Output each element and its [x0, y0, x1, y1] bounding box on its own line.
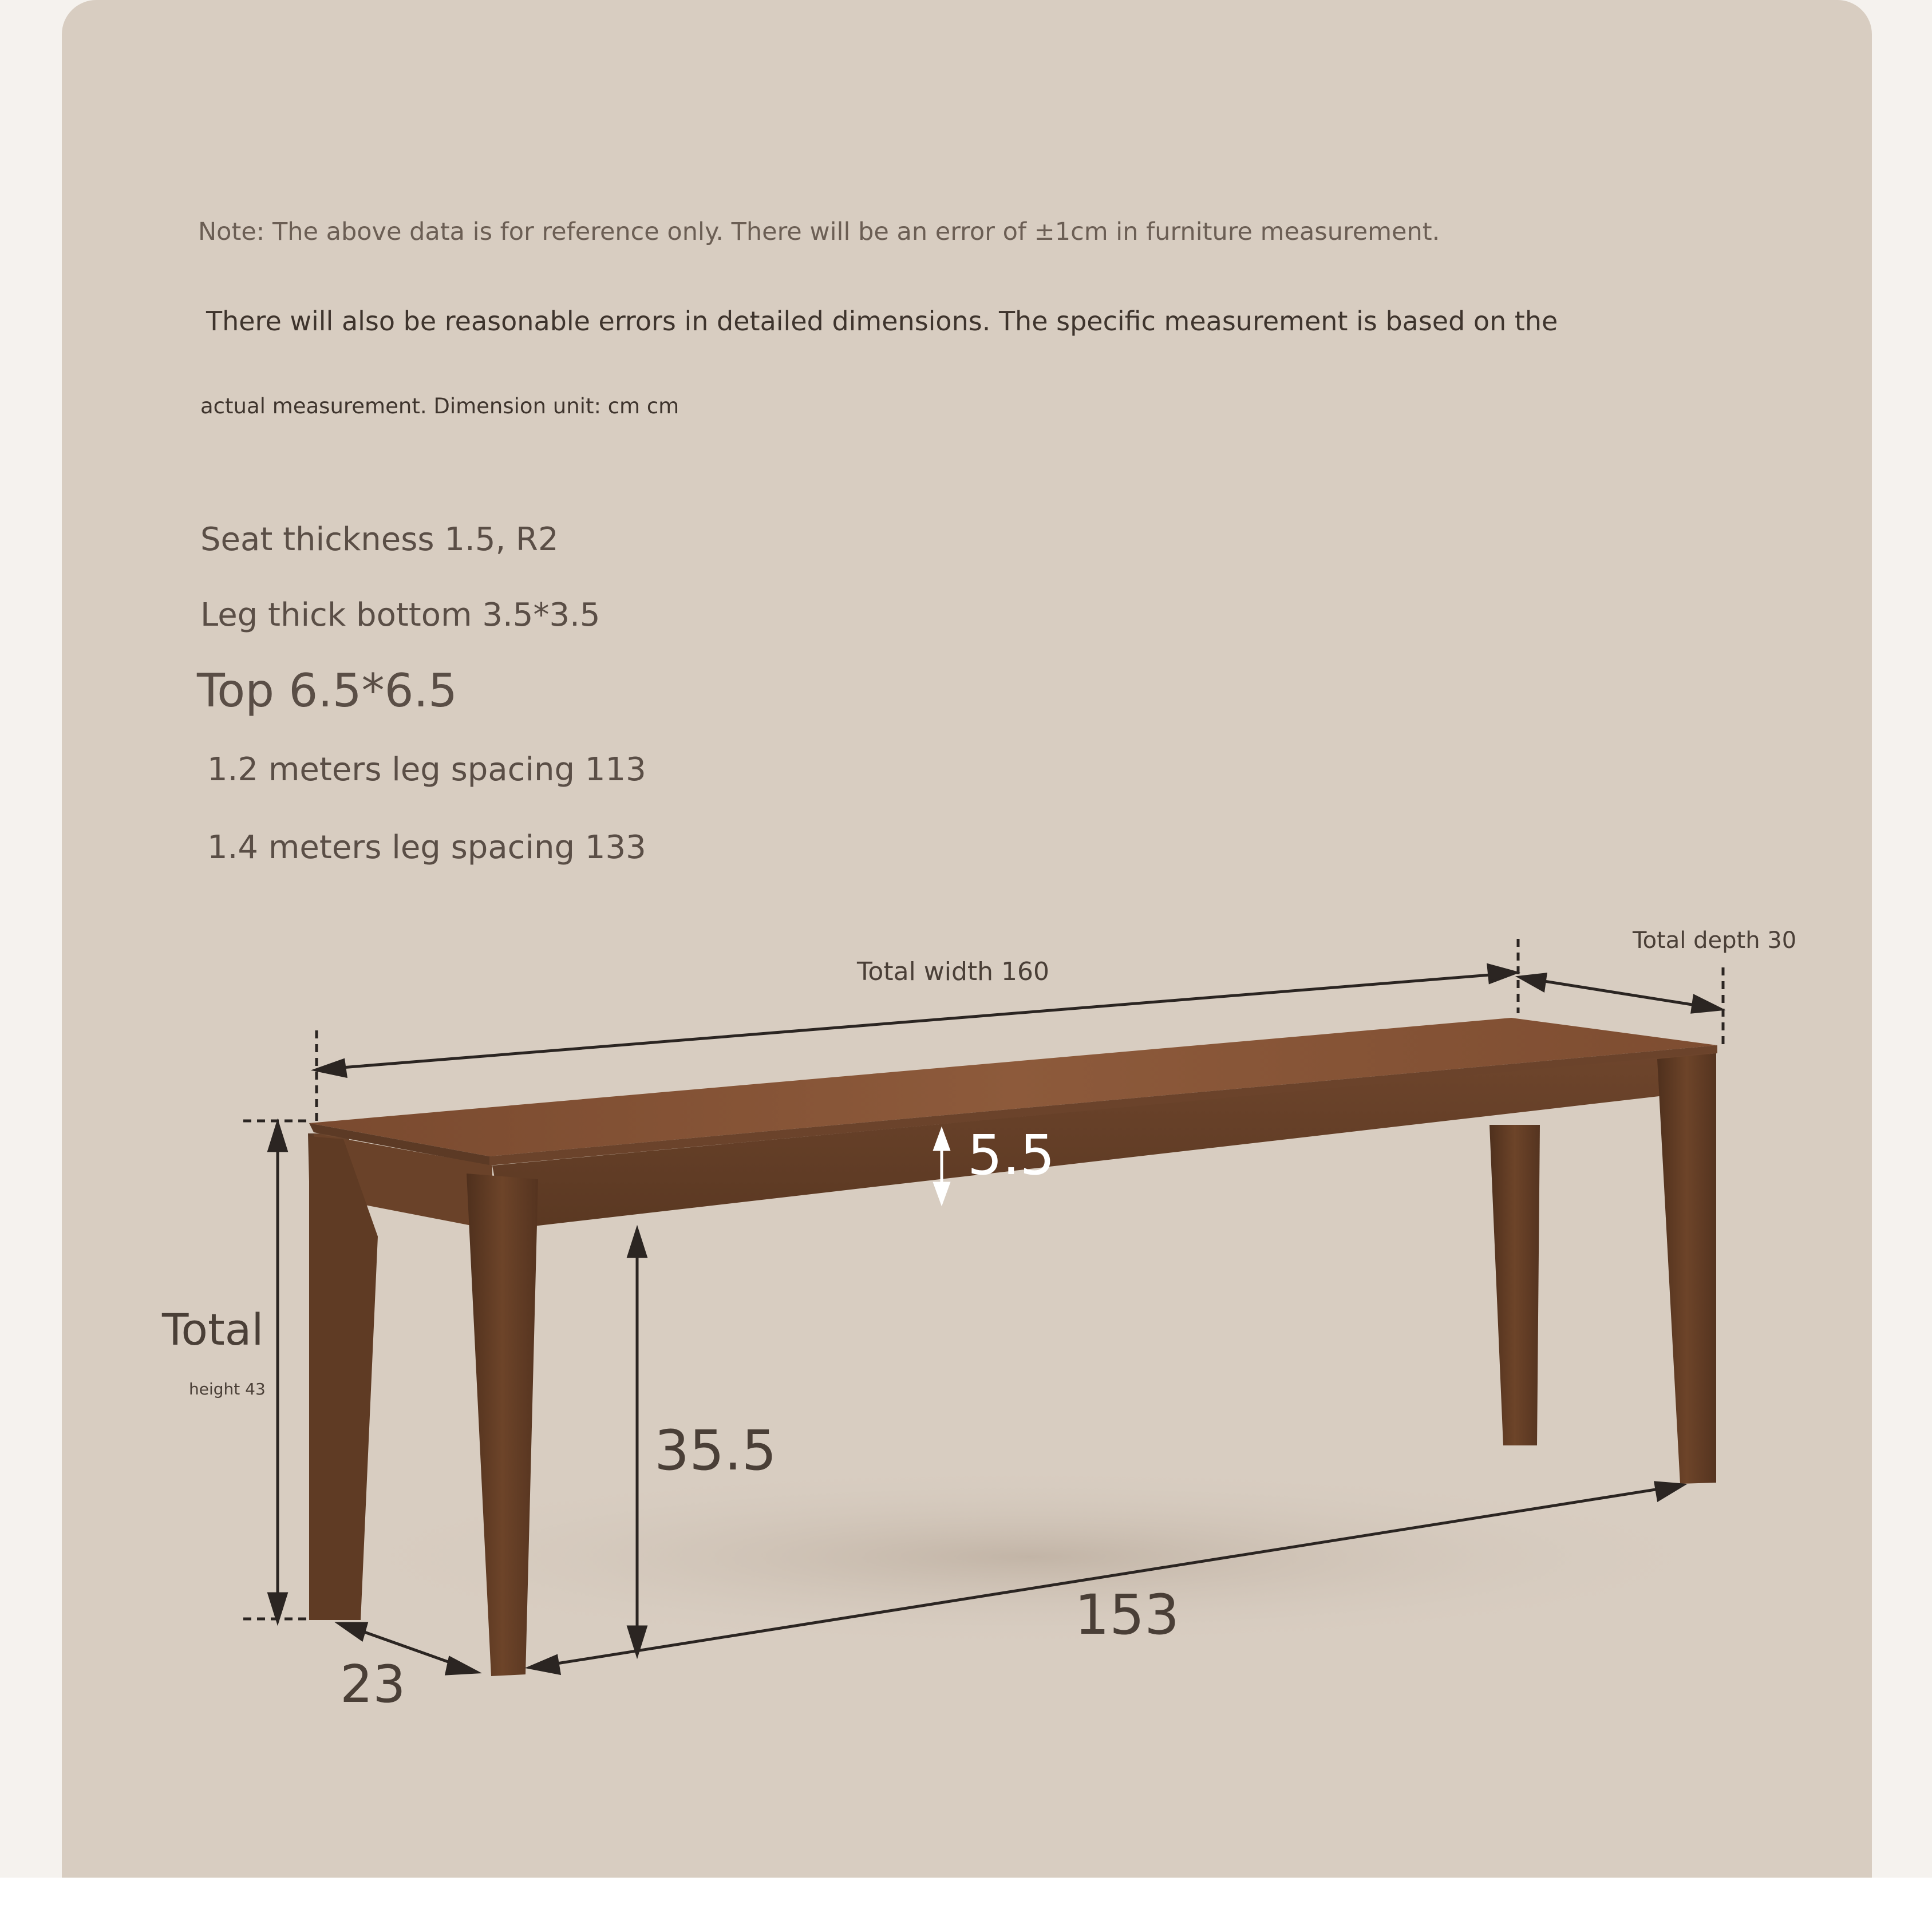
- arrow-width-left: [316, 1060, 346, 1076]
- note-line-3: actual measurement. Dimension unit: cm cm: [200, 394, 679, 418]
- arrow-span-right: [1656, 1483, 1683, 1500]
- label-total-width: Total width 160: [857, 957, 1049, 986]
- label-leg-span: 153: [1074, 1583, 1180, 1647]
- label-total: Total: [162, 1304, 264, 1355]
- label-apron-height: 5.5: [967, 1123, 1055, 1187]
- label-leg-height: 35.5: [654, 1419, 777, 1483]
- spec-leg-bottom: Leg thick bottom 3.5*3.5: [200, 596, 600, 634]
- arrow-height-bottom: [269, 1594, 286, 1621]
- note-line-2: There will also be reasonable errors in detailed dimensions. The specific measurement is based on the: [206, 306, 1558, 337]
- arrow-depth23-right: [447, 1658, 477, 1674]
- arrow-depth23-left: [339, 1623, 366, 1639]
- arrow-height-top: [269, 1123, 286, 1151]
- spec-spacing-1-4m: 1.4 meters leg spacing 133: [207, 829, 646, 866]
- arrow-width-right: [1488, 965, 1516, 982]
- spec-leg-top: Top 6.5*6.5: [197, 664, 457, 717]
- label-total-height: height 43: [189, 1380, 266, 1398]
- arrow-leg-height-top: [629, 1230, 646, 1257]
- spec-spacing-1-2m: 1.2 meters leg spacing 113: [207, 751, 646, 788]
- arrow-apron-bottom: [935, 1183, 949, 1202]
- arrow-depth-left: [1520, 974, 1546, 990]
- spec-seat-thickness: Seat thickness 1.5, R2: [200, 521, 559, 558]
- arrow-span-left: [530, 1656, 559, 1673]
- note-line-1: Note: The above data is for reference only. There will be an error of ±1cm in furniture measurement.: [198, 218, 1440, 246]
- arrow-depth-right: [1692, 996, 1721, 1012]
- leg-back-right: [1490, 1125, 1540, 1445]
- leg-front-right: [1657, 1053, 1716, 1484]
- label-leg-depth: 23: [340, 1654, 406, 1714]
- label-total-depth: Total depth 30: [1633, 927, 1797, 954]
- dim-line-total-depth: [1523, 978, 1717, 1009]
